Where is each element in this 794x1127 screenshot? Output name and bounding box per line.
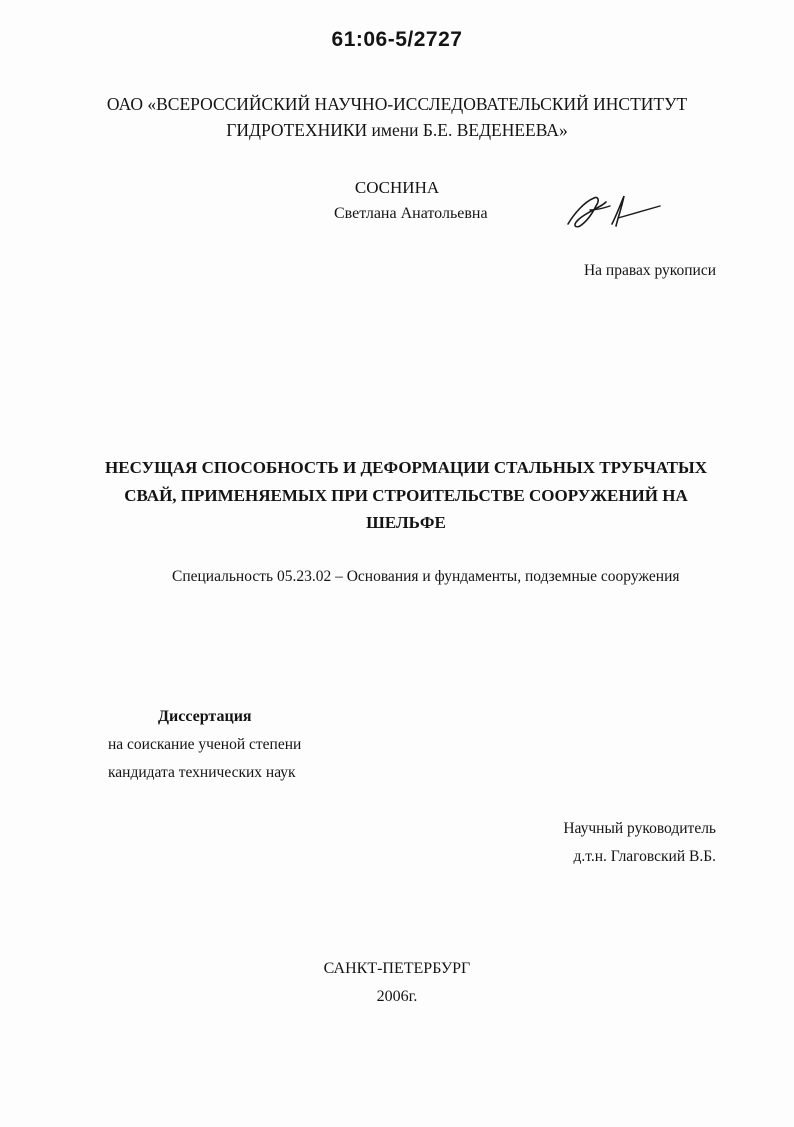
year: 2006г. [376,988,418,1005]
supervisor-label: Научный руководитель [563,820,716,837]
author-name: Светлана Анатольевна [334,205,488,222]
dissertation-degree-line-2: кандидата технических наук [108,764,296,781]
author-surname: СОСНИНА [354,178,440,197]
signature-image [560,188,670,238]
supervisor-name: д.т.н. Глаговский В.Б. [573,848,716,865]
city: САНКТ-ПЕТЕРБУРГ [323,960,471,977]
dissertation-heading: Диссертация [158,708,252,725]
title-line-3: ШЕЛЬФЕ [366,513,446,532]
rights-note: На правах рукописи [583,262,716,279]
title-line-1: НЕСУЩАЯ СПОСОБНОСТЬ И ДЕФОРМАЦИИ СТАЛЬНЫХ ТРУБЧАТЫХ [105,458,707,477]
organization-line-1: ОАО «ВСЕРОССИЙСКИЙ НАУЧНО-ИССЛЕДОВАТЕЛЬСКИЙ ИНСТИТУТ [106,94,688,114]
dissertation-degree-line-1: на соискание ученой степени [108,736,302,753]
organization-line-2: ГИДРОТЕХНИКИ имени Б.Е. ВЕДЕНЕЕВА» [226,120,568,140]
title-line-2: СВАЙ, ПРИМЕНЯЕМЫХ ПРИ СТРОИТЕЛЬСТВЕ СООРУЖЕНИЙ НА [124,486,688,505]
specialty: Специальность 05.23.02 – Основания и фундаменты, подземные сооружения [172,568,680,585]
library-code: 61:06-5/2727 [331,28,463,51]
